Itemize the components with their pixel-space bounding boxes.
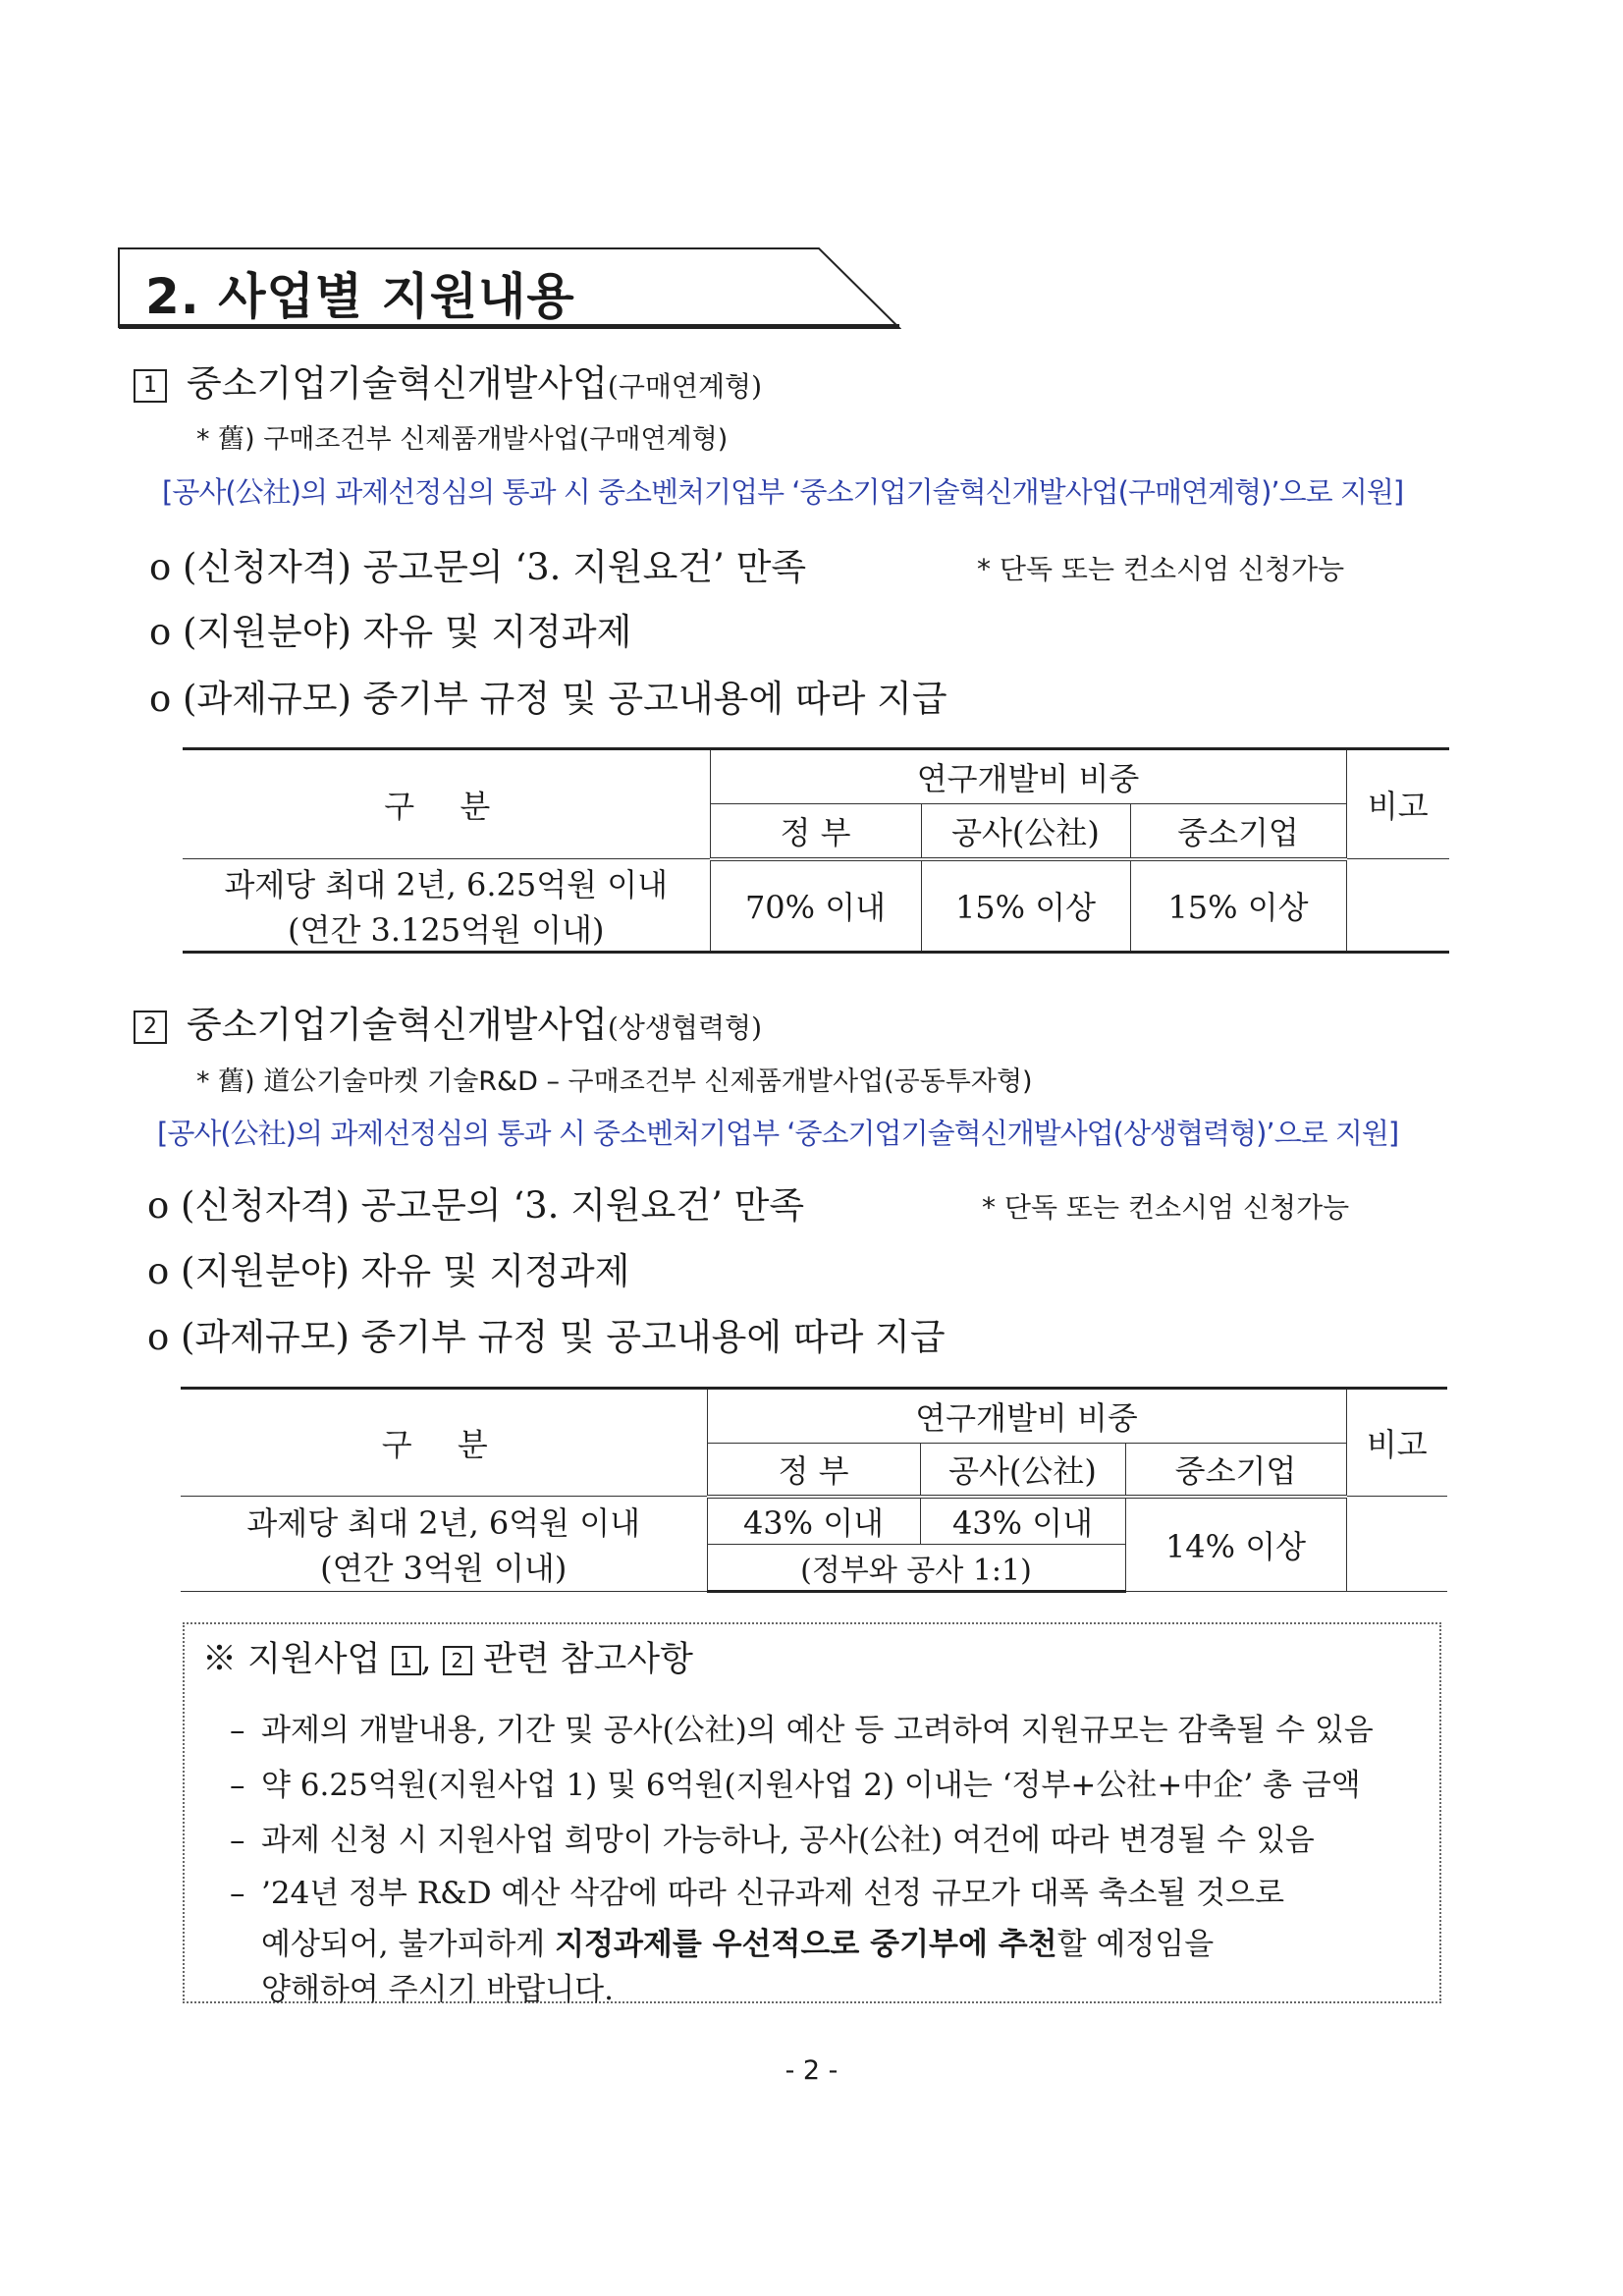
- reference-box: [183, 1622, 1441, 2007]
- table-subheader-gov: 정 부: [710, 804, 921, 859]
- table-subheader-corp: 공사(公社): [920, 1444, 1125, 1497]
- reference-text: 할 예정임을: [1056, 1927, 1215, 1962]
- table-value-sme: 15% 이상: [1130, 859, 1346, 953]
- table-value-corp: 43% 이내: [920, 1497, 1125, 1545]
- program-2-title-sub: (상생협력형): [607, 1011, 762, 1044]
- program-1-heading: [134, 354, 762, 407]
- row-label-line-2: (연간 3.125억원 이내): [288, 910, 605, 949]
- reference-item-2: – 약 6.25억원(지원사업 1) 및 6억원(지원사업 2) 이내는 ‘정부+公社+中企’ 총 금액: [230, 1768, 1361, 1803]
- table-subheader-sme: 중소기업: [1125, 1444, 1346, 1497]
- bullet-side-text: * 단독 또는 컨소시엄 신청가능: [977, 553, 1345, 585]
- reference-item-text: 과제의 개발내용, 기간 및 공사(公社)의 예산 등 고려하여 지원규모는 감축될 수 있음: [261, 1713, 1374, 1748]
- row-label-line-2: (연간 3억원 이내): [320, 1549, 568, 1587]
- program-2-blue-note: [공사(公社)의 과제선정심의 통과 시 중소벤처기업부 ‘중소기업기술혁신개발사업(상생협력형)’으로 지원]: [157, 1117, 1399, 1150]
- reference-title-prefix: ※ 지원사업: [202, 1640, 381, 1679]
- bullet-side-text: * 단독 또는 컨소시엄 신청가능: [982, 1191, 1350, 1224]
- program-1-bullet-scale: o (과제규모) 중기부 규정 및 공고내용에 따라 지급: [149, 678, 947, 720]
- program-2-former-note: * 舊) 道公기술마켓 기술R&D – 구매조건부 신제품개발사업(공동투자형): [196, 1066, 1033, 1097]
- reference-title-sep: ,: [420, 1640, 432, 1679]
- program-1-bullet-side-note: [977, 545, 1344, 587]
- program-1-title: 중소기업기술혁신개발사업: [187, 362, 608, 405]
- table-row-label: [181, 1497, 707, 1592]
- section-title-box: [118, 247, 901, 330]
- row-label-line-1: 과제당 최대 2년, 6억원 이내: [246, 1503, 641, 1542]
- bullet-text: o (신청자격) 공고문의 ‘3. 지원요건’ 만족: [147, 1184, 805, 1227]
- program-2-number: 2: [134, 1011, 167, 1044]
- reference-item-1: – 과제의 개발내용, 기간 및 공사(公社)의 예산 등 고려하여 지원규모는 감축될 수 있음: [230, 1713, 1374, 1748]
- program-1-former-note: * 舊) 구매조건부 신제품개발사업(구매연계형): [196, 424, 729, 455]
- program-1-bullet-eligibility: [149, 537, 806, 590]
- reference-item-text: ’24년 정부 R&D 예산 삭감에 따라 신규과제 선정 규모가 대폭 축소될 것으로: [261, 1876, 1285, 1911]
- reference-item-text: 과제 신청 시 지원사업 희망이 가능하나, 공사(公社) 여건에 따라 변경될 수 있음: [261, 1823, 1315, 1858]
- program-2-table: [181, 1387, 1447, 1593]
- program-2-bullet-scale: o (과제규모) 중기부 규정 및 공고내용에 따라 지급: [147, 1316, 946, 1358]
- table-col-label: 구 분: [183, 749, 710, 859]
- reference-item-4: – ’24년 정부 R&D 예산 삭감에 따라 신규과제 선정 규모가 대폭 축소될 것으로: [230, 1876, 1285, 1911]
- reference-emphasis: 지정과제를 우선적으로 중기부에 추천: [555, 1927, 1057, 1962]
- table-remark-header: 비고: [1346, 749, 1449, 859]
- program-2-bullet-side-note: [982, 1183, 1349, 1226]
- reference-item-text: 약 6.25억원(지원사업 1) 및 6억원(지원사업 2) 이내는 ‘정부+公社+中企’ 총 금액: [261, 1768, 1361, 1803]
- reference-item-4-line-2: [261, 1919, 1214, 1963]
- program-1-number: 1: [134, 369, 167, 403]
- program-2-bullet-eligibility: [147, 1175, 804, 1229]
- table-value-gov: 70% 이내: [710, 859, 921, 953]
- table-group-header: 연구개발비 비중: [707, 1389, 1346, 1444]
- table-merged-note: (정부와 공사 1:1): [707, 1544, 1125, 1591]
- reference-item-4-line-3: 양해하여 주시기 바랍니다.: [261, 1972, 614, 2007]
- reference-item-3: – 과제 신청 시 지원사업 희망이 가능하나, 공사(公社) 여건에 따라 변경될 수 있음: [230, 1823, 1315, 1858]
- reference-text: 예상되어, 불가피하게: [261, 1927, 556, 1962]
- program-1-bullet-field: o (지원분야) 자유 및 지정과제: [149, 611, 632, 653]
- reference-title: [202, 1632, 693, 1681]
- table-value-corp: 15% 이상: [921, 859, 1130, 953]
- table-group-header: 연구개발비 비중: [710, 749, 1346, 804]
- reference-title-suffix: 관련 참고사항: [482, 1640, 693, 1679]
- table-col-label: 구 분: [181, 1389, 707, 1497]
- table-subheader-gov: 정 부: [707, 1444, 920, 1497]
- program-1-title-sub: (구매연계형): [607, 370, 762, 403]
- section-title: 2. 사업별 지원내용: [145, 268, 575, 325]
- program-1-blue-note: [공사(公社)의 과제선정심의 통과 시 중소벤처기업부 ‘중소기업기술혁신개발사업(구매연계형)’으로 지원]: [162, 475, 1404, 509]
- bullet-text: o (신청자격) 공고문의 ‘3. 지원요건’ 만족: [149, 546, 807, 588]
- reference-title-num-2: 2: [443, 1646, 472, 1675]
- table-remark: [1346, 859, 1449, 953]
- table-value-gov: 43% 이내: [707, 1497, 920, 1545]
- table-remark: [1346, 1497, 1447, 1592]
- program-2-heading: [134, 995, 762, 1048]
- row-label-line-1: 과제당 최대 2년, 6.25억원 이내: [224, 865, 669, 903]
- program-1-table: [183, 747, 1449, 954]
- program-2-bullet-field: o (지원분야) 자유 및 지정과제: [147, 1250, 630, 1292]
- reference-title-num-1: 1: [392, 1646, 421, 1675]
- program-2-title: 중소기업기술혁신개발사업: [187, 1004, 608, 1046]
- table-value-sme: 14% 이상: [1125, 1497, 1346, 1592]
- table-remark-header: 비고: [1346, 1389, 1447, 1497]
- table-subheader-sme: 중소기업: [1130, 804, 1346, 859]
- page-number: - 2 -: [784, 2055, 839, 2086]
- table-subheader-corp: 공사(公社): [921, 804, 1130, 859]
- table-row-label: [183, 859, 710, 953]
